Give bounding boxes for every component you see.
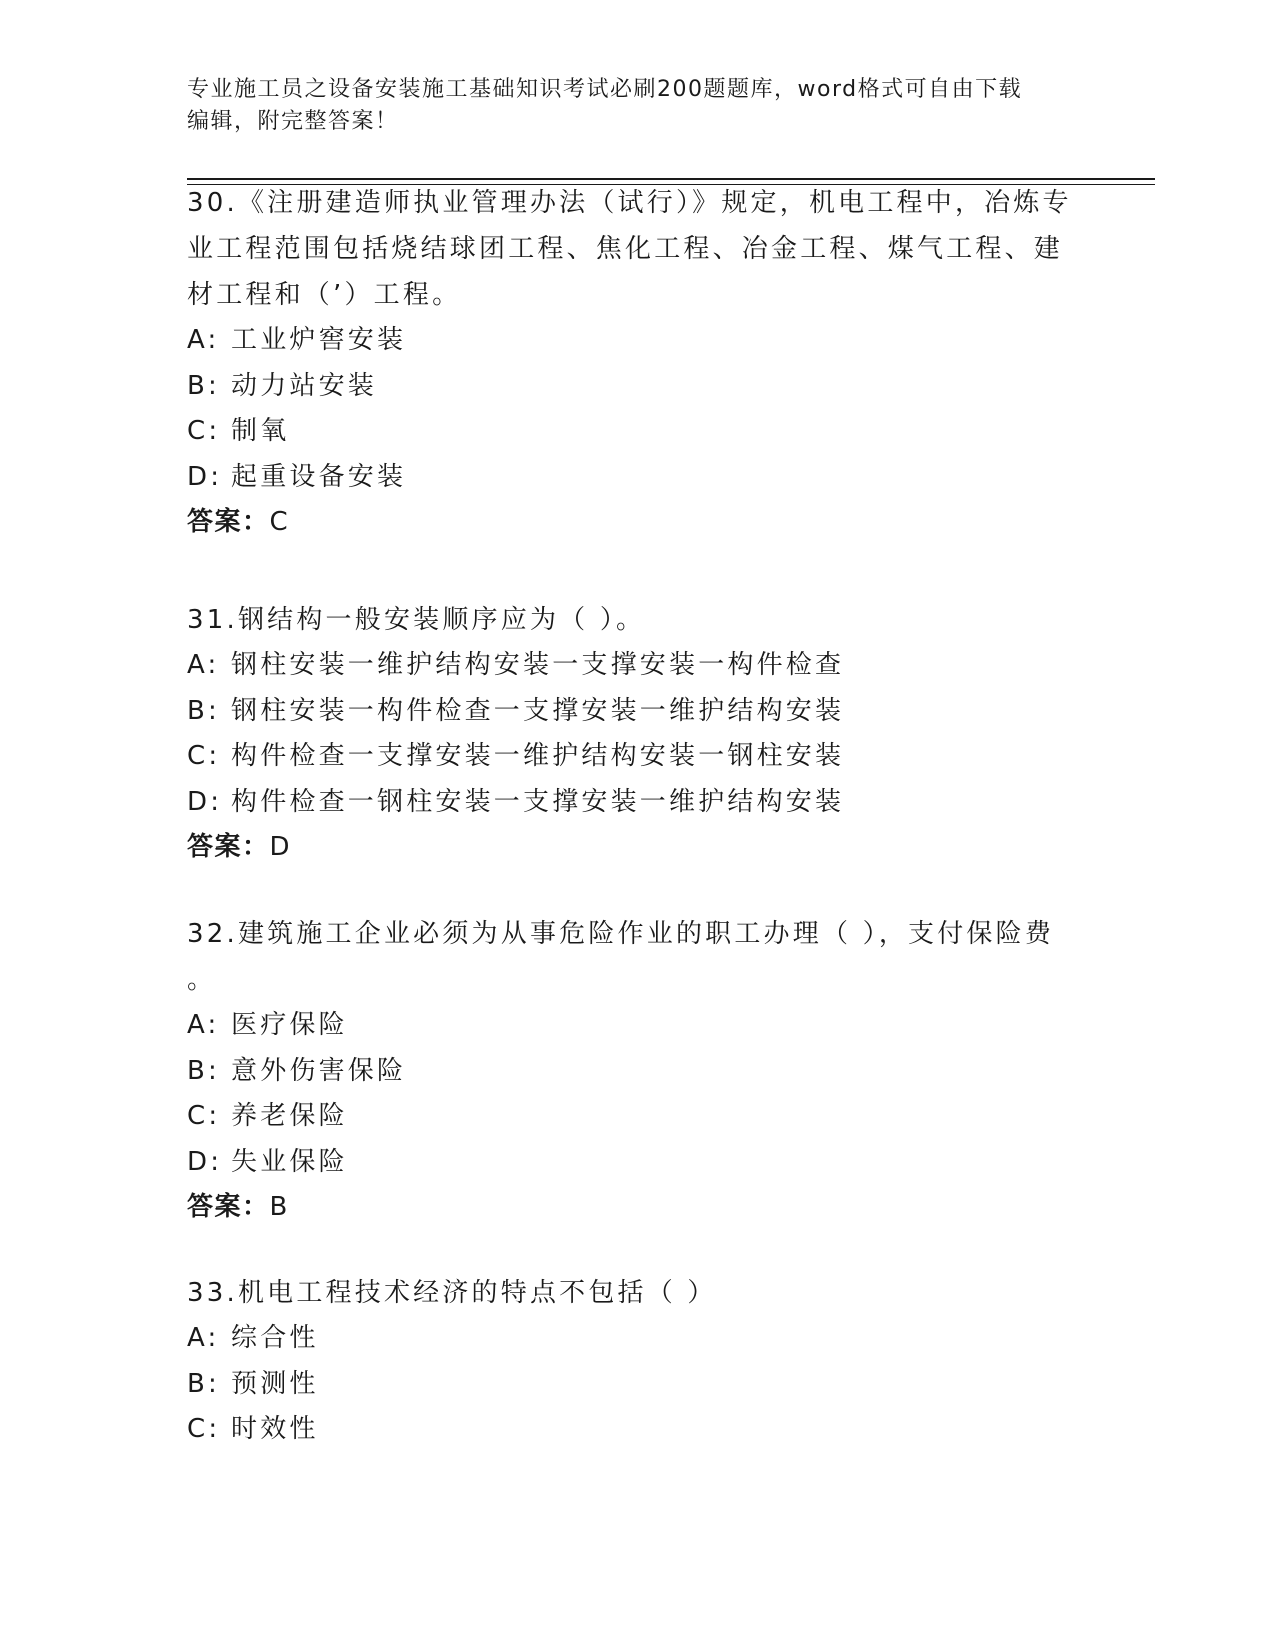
- option-letter: D:: [187, 786, 223, 817]
- option-text: 动力站安装: [231, 370, 378, 401]
- header-line-2: 编辑，附完整答案！: [187, 109, 399, 134]
- option-c: [187, 1407, 1087, 1453]
- answer-label: 答案：: [187, 1192, 270, 1222]
- option-text: 钢柱安装一维护结构安装一支撑安装一构件检查: [231, 650, 845, 680]
- answer-label: 答案：: [187, 832, 270, 862]
- option-letter: D:: [187, 461, 223, 492]
- option-letter: D:: [187, 1146, 223, 1177]
- option-letter: A:: [187, 1323, 220, 1353]
- option-b: [187, 1362, 1087, 1408]
- option-letter: A:: [187, 650, 220, 680]
- question-stem-line: 33.机电工程技术经济的特点不包括（ ）: [187, 1278, 717, 1308]
- option-letter: A:: [187, 1010, 220, 1040]
- option-letter: B:: [187, 370, 220, 401]
- option-letter: B:: [187, 695, 220, 726]
- question-stem-line: 31.钢结构一般安装顺序应为（ ）。: [187, 605, 646, 635]
- option-c: [187, 1094, 1087, 1140]
- answer-value: D: [269, 832, 292, 862]
- answer-value: B: [269, 1192, 289, 1222]
- option-text: 养老保险: [231, 1101, 348, 1131]
- option-c: [187, 734, 1087, 780]
- answer-label: 答案：: [187, 507, 270, 537]
- option-letter: C:: [187, 1414, 221, 1444]
- option-d: [187, 1140, 1087, 1186]
- question-block-32: [187, 911, 1087, 1230]
- option-letter: C:: [187, 741, 221, 771]
- question-stem-line: 32.建筑施工企业必须为从事危险作业的职工办理（ ），支付保险费: [187, 919, 1055, 949]
- option-letter: A:: [187, 325, 220, 355]
- question-stem-line: 。: [187, 965, 217, 995]
- option-a: [187, 1316, 1087, 1362]
- question-stem-line: 材工程和（’）工程。: [187, 280, 462, 310]
- option-a: [187, 643, 1087, 689]
- option-letter: B:: [187, 1055, 220, 1086]
- document-header: [187, 74, 1087, 138]
- option-text: 医疗保险: [231, 1010, 348, 1040]
- option-d: [187, 455, 1087, 501]
- option-text: 制氧: [231, 416, 290, 446]
- option-d: [187, 780, 1087, 826]
- option-text: 工业炉窖安装: [231, 325, 407, 355]
- question-block-33: [187, 1270, 1087, 1453]
- option-text: 起重设备安装: [231, 461, 407, 492]
- question-stem-line: 业工程范围包括烧结球团工程、焦化工程、冶金工程、煤气工程、建: [187, 234, 1064, 264]
- option-text: 综合性: [231, 1323, 319, 1353]
- option-text: 意外伤害保险: [231, 1055, 407, 1086]
- option-text: 失业保险: [231, 1146, 348, 1177]
- option-text: 构件检查一支撑安装一维护结构安装一钢柱安装: [231, 741, 845, 771]
- question-stem-line: 30.《注册建造师执业管理办法（试行）》规定，机电工程中，冶炼专: [187, 188, 1072, 218]
- option-text: 预测性: [231, 1368, 319, 1399]
- option-letter: C:: [187, 416, 221, 446]
- answer-line: [187, 500, 1087, 545]
- answer-line: [187, 1185, 1087, 1230]
- option-b: [187, 1049, 1087, 1095]
- question-block-31: [187, 597, 1087, 870]
- option-b: [187, 689, 1087, 735]
- answer-line: [187, 825, 1087, 870]
- option-text: 构件检查一钢柱安装一支撑安装一维护结构安装: [231, 786, 845, 817]
- option-a: [187, 1003, 1087, 1049]
- header-line-1: 专业施工员之设备安装施工基础知识考试必刷200题题库，word格式可自由下载: [187, 77, 1023, 102]
- option-letter: C:: [187, 1101, 221, 1131]
- question-block-30: [187, 180, 1087, 545]
- answer-value: C: [269, 507, 290, 537]
- option-letter: B:: [187, 1368, 220, 1399]
- option-a: [187, 318, 1087, 364]
- option-c: [187, 409, 1087, 455]
- option-b: [187, 364, 1087, 410]
- option-text: 时效性: [231, 1414, 319, 1444]
- option-text: 钢柱安装一构件检查一支撑安装一维护结构安装: [231, 695, 845, 726]
